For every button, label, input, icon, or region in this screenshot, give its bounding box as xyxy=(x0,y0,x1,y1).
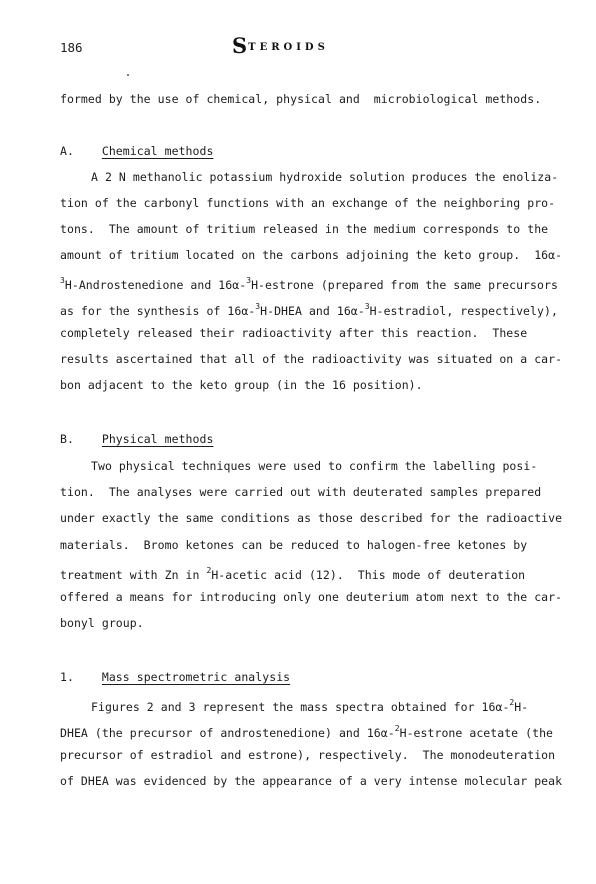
section-1-line xyxy=(91,696,571,714)
page-number: 186 xyxy=(60,40,83,55)
text-run: H-DHEA and 16α- xyxy=(260,304,365,318)
section-a-line: bon adjacent to the keto group (in the 16 position). xyxy=(60,378,423,392)
section-1-line: of DHEA was evidenced by the appearance of a very intense molecular peak xyxy=(60,774,563,788)
intro-line: formed by the use of chemical, physical and microbiological methods. xyxy=(60,92,542,106)
superscript: 3 xyxy=(364,302,370,311)
section-b-line: materials. Bromo ketones can be reduced to halogen-free ketones by xyxy=(60,538,528,552)
text-run: Figures 2 and 3 represent the mass spectra obtained for 16α- xyxy=(91,700,510,714)
text-run: H-estrone acetate (the xyxy=(399,726,554,740)
superscript: 3 xyxy=(255,302,261,311)
section-b-line: under exactly the same conditions as those described for the radioactive xyxy=(60,511,563,525)
speck-mark xyxy=(127,74,129,76)
section-a-line: tons. The amount of tritium released in the medium corresponds to the xyxy=(60,222,549,236)
section-b-heading xyxy=(60,432,540,446)
superscript: 2 xyxy=(394,724,400,733)
journal-name-rest: TEROIDS xyxy=(248,42,329,53)
section-b-letter: B. xyxy=(60,432,74,446)
section-a-line: results ascertained that all of the radioactivity was situated on a car- xyxy=(60,352,563,366)
section-a-line xyxy=(60,274,558,292)
section-1-number: 1. xyxy=(60,670,74,684)
section-b-line: Two physical techniques were used to confirm the labelling posi- xyxy=(91,459,538,473)
section-1-line xyxy=(60,722,554,740)
section-b-line: bonyl group. xyxy=(60,616,144,630)
text-run: H- xyxy=(514,700,529,714)
text-run: DHEA (the precursor of androstenedione) and 16α- xyxy=(60,726,395,740)
section-a-line: completely released their radioactivity after this reaction. These xyxy=(60,326,528,340)
section-a-line: tion of the carbonyl functions with an exchange of the neighboring pro- xyxy=(60,196,556,210)
superscript: 2 xyxy=(509,698,515,707)
section-a-line xyxy=(60,300,558,318)
section-b-title: Physical methods xyxy=(101,432,214,446)
section-b-line: offered a means for introducing only one deuterium atom next to the car- xyxy=(60,590,563,604)
section-1-line: precursor of estradiol and estrone), respectively. The monodeuteration xyxy=(60,748,556,762)
superscript: 3 xyxy=(246,276,252,285)
journal-initial: S xyxy=(232,33,249,58)
journal-running-head xyxy=(232,33,329,58)
section-1-heading xyxy=(60,670,540,684)
text-run: as for the synthesis of 16α- xyxy=(60,304,256,318)
superscript: 3 xyxy=(60,276,65,285)
text-run: H-acetic acid (12). This mode of deuteration xyxy=(211,568,526,582)
text-run: H-estrone (prepared from the same precursors xyxy=(251,278,558,292)
section-a-title: Chemical methods xyxy=(101,144,214,158)
text-run: H-Androstenedione and 16α- xyxy=(64,278,247,292)
section-1-title: Mass spectrometric analysis xyxy=(101,670,291,684)
section-b-line: tion. The analyses were carried out with deuterated samples prepared xyxy=(60,485,542,499)
text-run: treatment with Zn in xyxy=(60,568,207,582)
superscript: 2 xyxy=(206,566,212,575)
text-run: H-estradiol, respectively), xyxy=(369,304,558,318)
section-a-line: amount of tritium located on the carbons adjoining the keto group. 16α- xyxy=(60,248,563,262)
section-a-letter: A. xyxy=(60,144,74,158)
section-a-heading xyxy=(60,144,540,158)
section-b-line xyxy=(60,564,540,582)
section-a-line: A 2 N methanolic potassium hydroxide solution produces the enoliza- xyxy=(91,170,559,184)
